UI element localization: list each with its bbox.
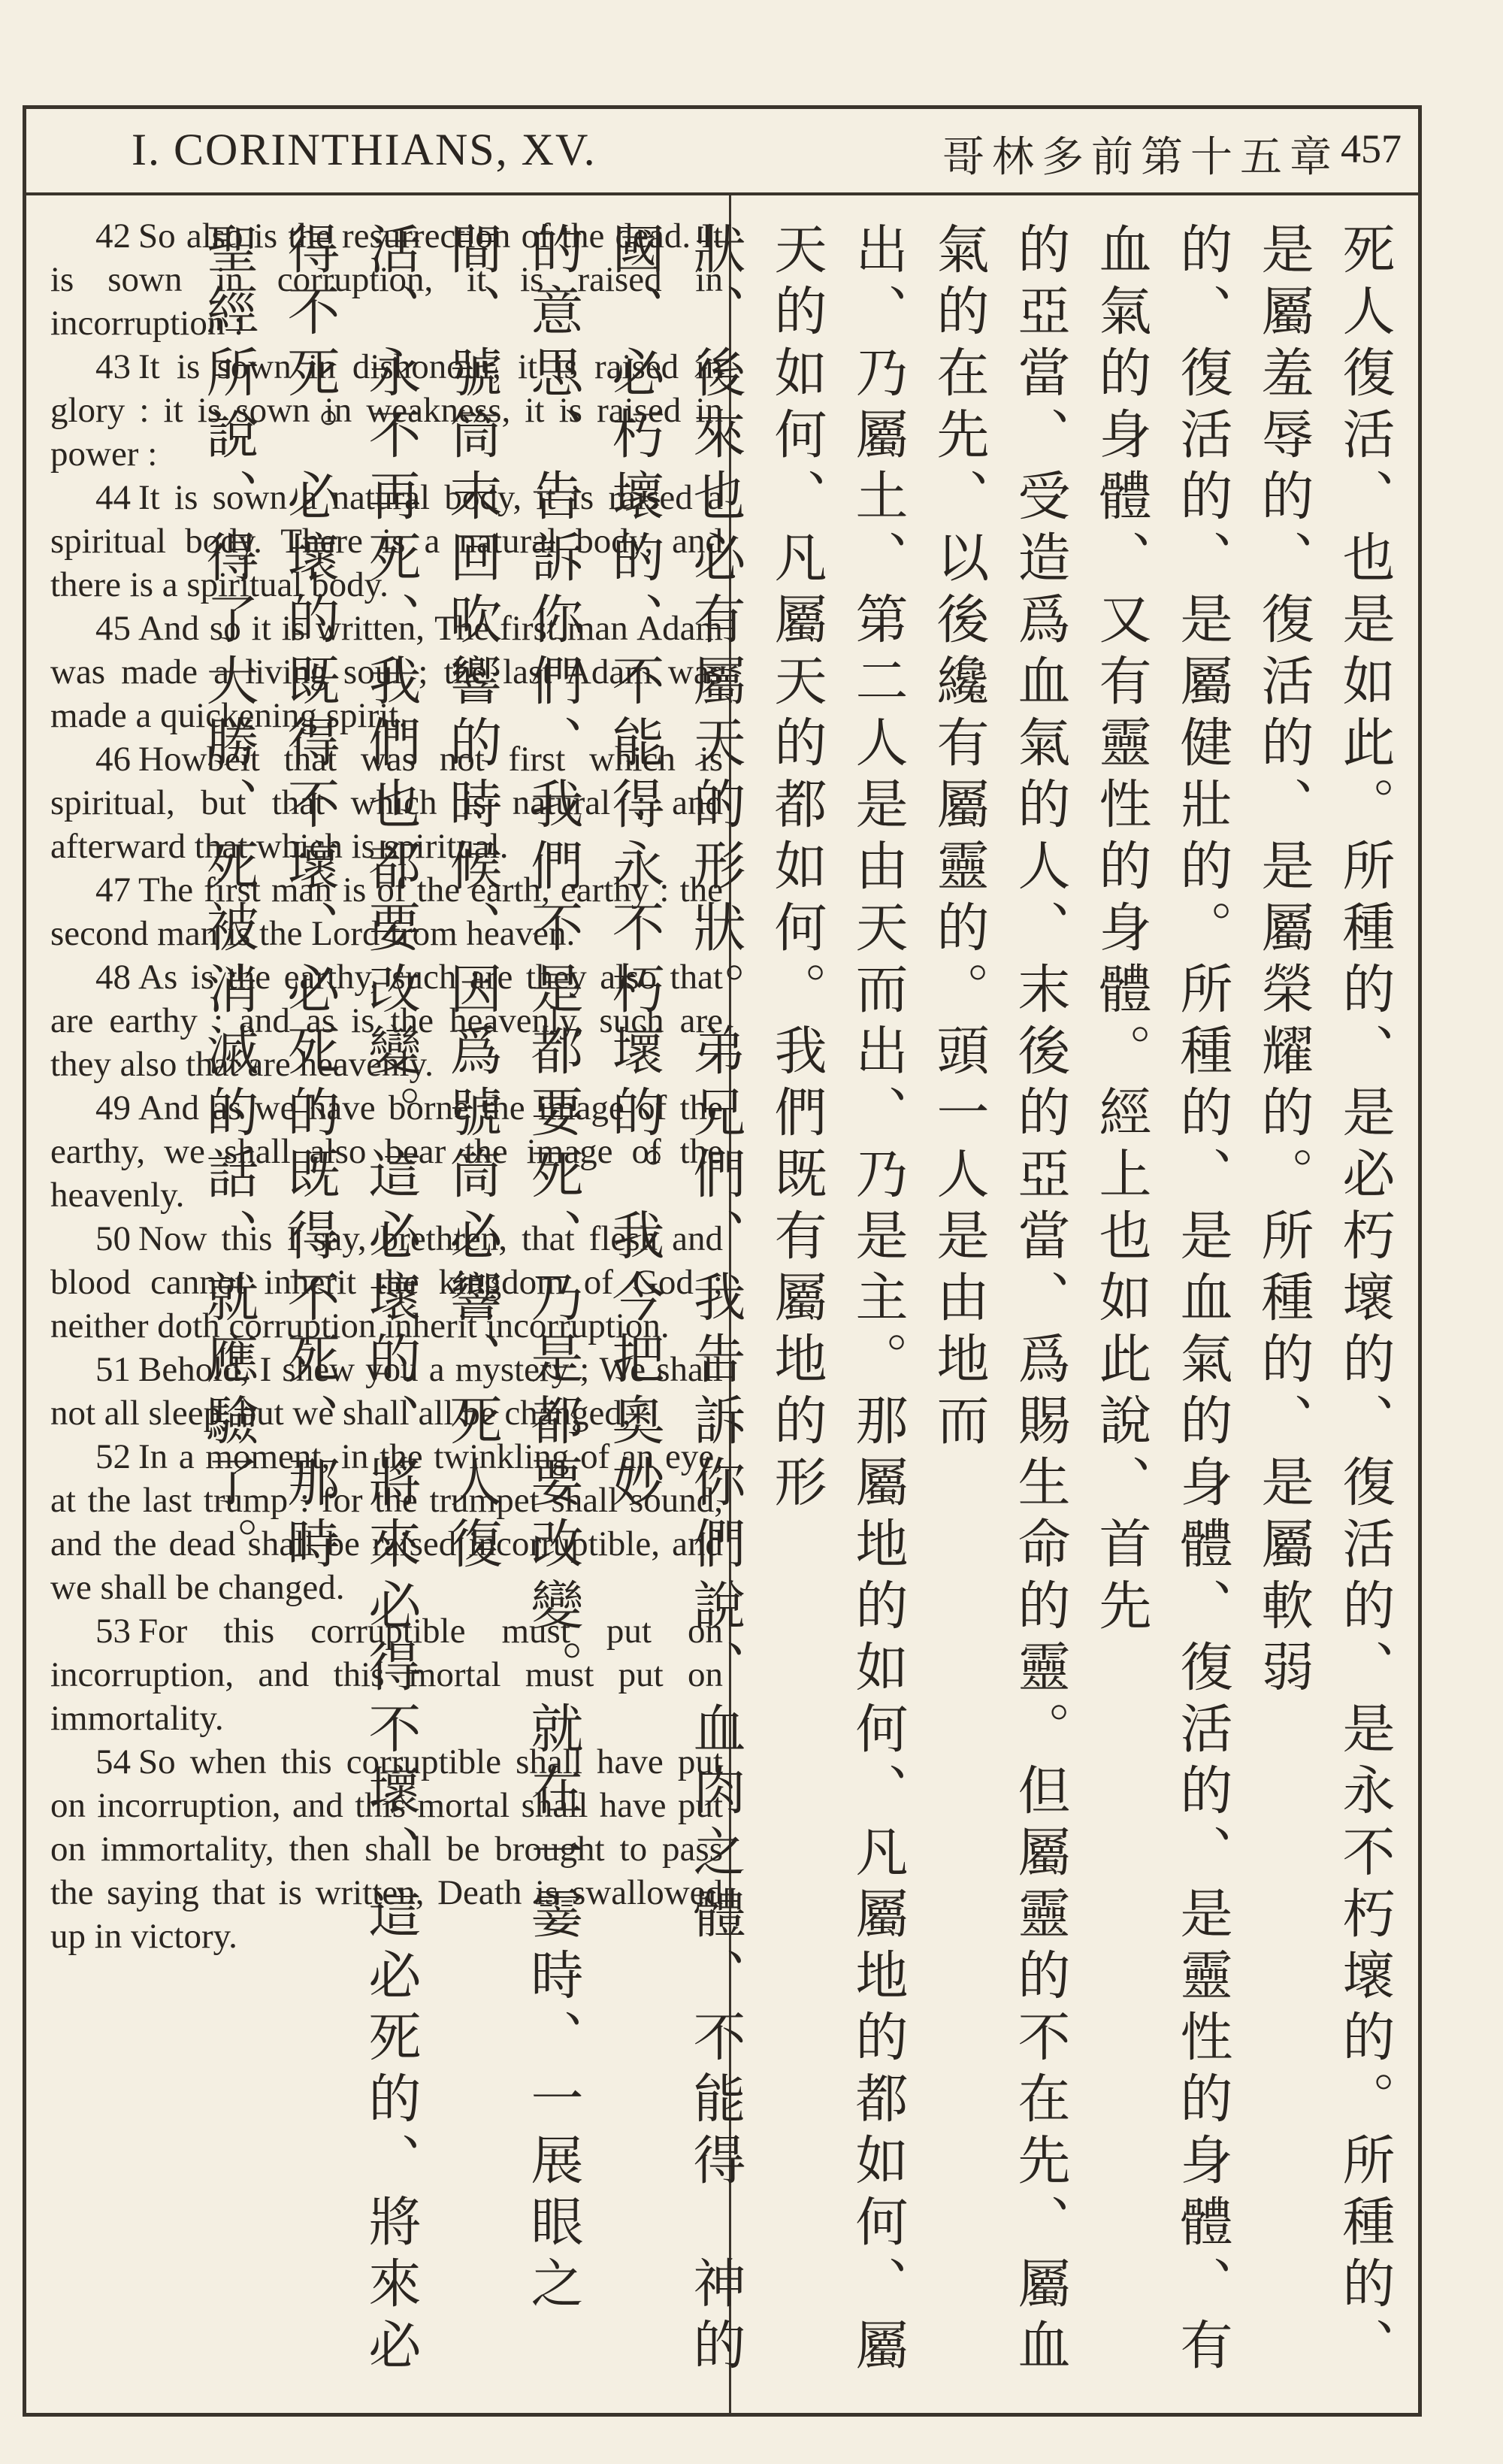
chinese-line: 活、永不再死、我們也都要改變。這必壞的、將來必得不壞、這必死的、將來必得不死。必壞的既得不壞、必死的既得不死、那時 <box>279 222 422 2379</box>
verse: 47 The first man is of the earth, earthy : the second man is the Lord from heaven. <box>50 870 723 953</box>
verse: 45 And so it is written, The first man Adam was made a living soul ; the last Adam was made a quickening spirit. <box>50 609 723 735</box>
verse: 43 It is sown in dishonour, it is raised in glory : it is sown in weakness, it is raised in power : <box>50 347 723 474</box>
chinese-line: 死人復活、也是如此。所種的、是必朽壞的、復活的、是永不朽壞的。所種的、是屬羞辱的、復活的、是屬榮耀的。所種的、是屬軟弱 <box>1253 222 1396 2379</box>
chinese-line: 的意思、告訴你們、我們不是都要死、乃是都要改變。就在一霎時、一展眼之間、號筒末回吹響的時候、因爲號筒必響、死人復 <box>441 222 584 2317</box>
chinese-line: 的、復活的、是屬健壯的。所種的、是血氣的身體、復活的、是靈性的身體、有血氣的身體、又有靈性的身體。經上也如此說、首先 <box>1090 222 1233 2379</box>
verse: 44 It is sown a natural body, it is raised a spiritual body. There is a natural body, and there is a spiritual body. <box>50 478 723 604</box>
chinese-line: 出、乃屬土、第二人是由天而出、乃是主。那屬地的如何、凡屬地的都如何、屬天的如何、凡屬天的都如何。我們既有屬地的形 <box>766 222 909 2379</box>
verse: 48 As is the earthy, such are they also that are earthy : and as is the heavenly, such are they also that are heavenly. <box>50 958 723 1084</box>
verse: 50 Now this I say, brethren, that flesh and blood cannot inherit the kingdom of God ; neither doth corruption inherit incorruption. <box>50 1219 723 1346</box>
verse: 42 So also is the resurrection of the dead. It is sown in corruption, it is raised in incorruption : <box>50 216 723 343</box>
verse: 54 So when this corruptible shall have put on incorruption, and this mortal shall have put on immortality, then shall be brought to pass the saying that is written, Death is swallowed up in victory. <box>50 1742 723 1956</box>
chinese-line: 的亞當、受造爲血氣的人、末後的亞當、爲賜生命的靈。但屬靈的不在先、屬血氣的在先、以後纔有屬靈的。頭一人是由地而 <box>928 222 1071 2379</box>
page-header <box>26 109 1418 195</box>
english-running-title: I. CORINTHIANS, XV. <box>132 125 597 174</box>
verse: 52 In a moment, in the twinkling of an eye, at the last trump : for the trumpet shall sound, and the dead shall be raised incorruptible, and we shall be changed. <box>50 1437 723 1607</box>
page-number: 457 <box>1341 126 1402 171</box>
verse: 46 Howbeit that was not first which is spiritual, but that which is natural ; and afterward that which is spiritual. <box>50 740 723 866</box>
verse: 51 Behold, I shew you a mystery ; We shall not all sleep, but we shall all be changed, <box>50 1350 723 1433</box>
chinese-line: 狀、後來也必有屬天的形狀。弟兄們、我告訴你們說、血肉之體、不能得 神的國、必朽壞的、不能得永不朽壞的。我今把奧妙 <box>603 222 746 2379</box>
verse: 53 For this corruptible must put on incorruption, and this mortal must put on immortality. <box>50 1612 723 1738</box>
verse: 49 And as we have borne the image of the earthy, we shall also bear the image of the heavenly. <box>50 1088 723 1215</box>
page-frame <box>23 105 1422 2417</box>
chinese-line: 聖經所說、得了大勝、死被消滅的話、就應驗了。 <box>198 222 259 1578</box>
chinese-running-title: 哥林多前第十五章 <box>942 133 1339 182</box>
